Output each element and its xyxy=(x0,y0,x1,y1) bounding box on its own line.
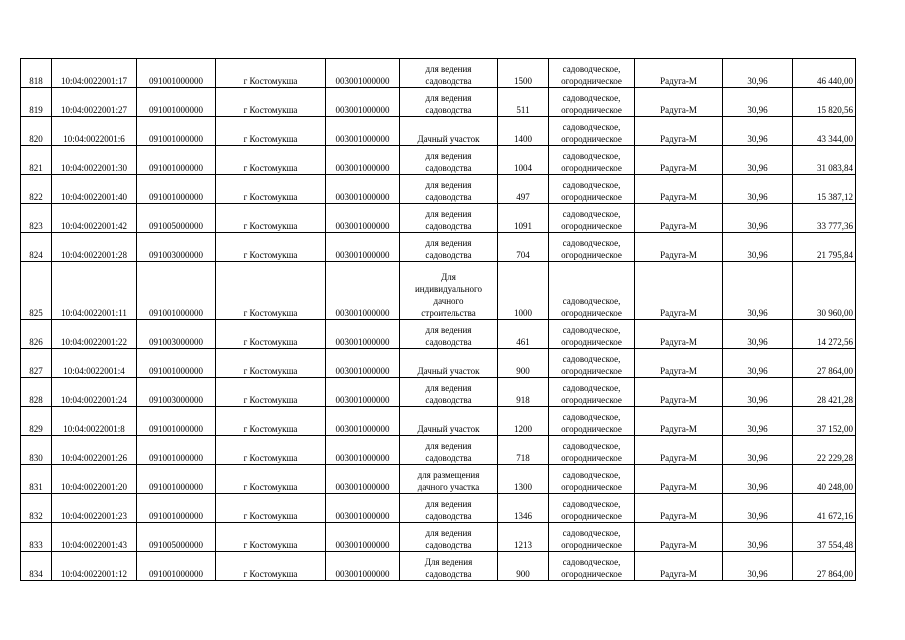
permitted-use-cell xyxy=(400,262,498,320)
oktmo-code-cell: 091001000000 xyxy=(137,465,216,494)
rate-cell: 30,96 xyxy=(723,88,793,117)
permitted-use-cell xyxy=(400,117,498,146)
category-line: огородническое xyxy=(561,250,622,260)
category-line: садоводческое, xyxy=(562,470,621,480)
permitted-use-line: дачного xyxy=(433,296,464,306)
category-line: садоводческое, xyxy=(562,499,621,509)
rate-cell: 30,96 xyxy=(723,320,793,349)
category-cell xyxy=(549,494,635,523)
category-cell xyxy=(549,349,635,378)
rate-cell: 30,96 xyxy=(723,378,793,407)
category-cell xyxy=(549,320,635,349)
row-number-cell: 822 xyxy=(21,175,52,204)
association-cell: Радуга-М xyxy=(635,88,723,117)
category-line: огородническое xyxy=(561,308,622,318)
category-line: огородническое xyxy=(561,424,622,434)
rate-cell: 30,96 xyxy=(723,59,793,88)
table-row xyxy=(21,349,856,378)
category-cell xyxy=(549,407,635,436)
cadastral-number-cell: 10:04:0022001:24 xyxy=(52,378,137,407)
category-line: садоводческое, xyxy=(562,238,621,248)
rate-cell: 30,96 xyxy=(723,494,793,523)
locality-cell: г Костомукша xyxy=(216,552,326,581)
area-cell: 1400 xyxy=(498,117,549,146)
category-line: огородническое xyxy=(561,482,622,492)
row-number-cell: 825 xyxy=(21,262,52,320)
cadastral-number-cell: 10:04:0022001:23 xyxy=(52,494,137,523)
code-cell: 003001000000 xyxy=(326,117,400,146)
permitted-use-line: Дачный участок xyxy=(417,424,480,434)
cadastral-value-cell: 21 795,84 xyxy=(793,233,856,262)
permitted-use-line: для ведения xyxy=(425,441,472,451)
permitted-use-cell xyxy=(400,175,498,204)
permitted-use-cell xyxy=(400,552,498,581)
table-row xyxy=(21,465,856,494)
category-line: садоводческое, xyxy=(562,412,621,422)
land-plots-table xyxy=(20,58,856,581)
category-cell xyxy=(549,117,635,146)
category-cell xyxy=(549,523,635,552)
association-cell: Радуга-М xyxy=(635,204,723,233)
permitted-use-cell xyxy=(400,494,498,523)
permitted-use-line: для ведения xyxy=(425,499,472,509)
area-cell: 1004 xyxy=(498,146,549,175)
cadastral-number-cell: 10:04:0022001:26 xyxy=(52,436,137,465)
area-cell: 1300 xyxy=(498,465,549,494)
category-line: садоводческое, xyxy=(562,354,621,364)
table-row xyxy=(21,233,856,262)
oktmo-code-cell: 091001000000 xyxy=(137,146,216,175)
category-line: огородническое xyxy=(561,569,622,579)
association-cell: Радуга-М xyxy=(635,233,723,262)
cadastral-value-cell: 37 152,00 xyxy=(793,407,856,436)
association-cell: Радуга-М xyxy=(635,494,723,523)
permitted-use-line: для ведения xyxy=(425,528,472,538)
cadastral-number-cell: 10:04:0022001:30 xyxy=(52,146,137,175)
permitted-use-line: дачного участка xyxy=(417,482,480,492)
category-line: садоводческое, xyxy=(562,64,621,74)
category-line: садоводческое, xyxy=(562,93,621,103)
category-line: огородническое xyxy=(561,192,622,202)
permitted-use-line: садоводства xyxy=(425,453,472,463)
table-row xyxy=(21,88,856,117)
row-number-cell: 820 xyxy=(21,117,52,146)
cadastral-number-cell: 10:04:0022001:6 xyxy=(52,117,137,146)
area-cell: 1500 xyxy=(498,59,549,88)
oktmo-code-cell: 091005000000 xyxy=(137,523,216,552)
row-number-cell: 821 xyxy=(21,146,52,175)
table-row xyxy=(21,436,856,465)
permitted-use-line: для ведения xyxy=(425,238,472,248)
rate-cell: 30,96 xyxy=(723,204,793,233)
table-row xyxy=(21,117,856,146)
locality-cell: г Костомукша xyxy=(216,262,326,320)
association-cell: Радуга-М xyxy=(635,523,723,552)
association-cell: Радуга-М xyxy=(635,117,723,146)
permitted-use-line: Для ведения xyxy=(424,557,473,567)
permitted-use-cell xyxy=(400,407,498,436)
association-cell: Радуга-М xyxy=(635,146,723,175)
oktmo-code-cell: 091001000000 xyxy=(137,175,216,204)
locality-cell: г Костомукша xyxy=(216,349,326,378)
permitted-use-cell xyxy=(400,436,498,465)
code-cell: 003001000000 xyxy=(326,59,400,88)
oktmo-code-cell: 091003000000 xyxy=(137,378,216,407)
category-line: огородническое xyxy=(561,337,622,347)
rate-cell: 30,96 xyxy=(723,349,793,378)
code-cell: 003001000000 xyxy=(326,88,400,117)
rate-cell: 30,96 xyxy=(723,407,793,436)
code-cell: 003001000000 xyxy=(326,233,400,262)
oktmo-code-cell: 091001000000 xyxy=(137,494,216,523)
area-cell: 511 xyxy=(498,88,549,117)
cadastral-number-cell: 10:04:0022001:17 xyxy=(52,59,137,88)
cadastral-value-cell: 14 272,56 xyxy=(793,320,856,349)
association-cell: Радуга-М xyxy=(635,436,723,465)
rate-cell: 30,96 xyxy=(723,436,793,465)
code-cell: 003001000000 xyxy=(326,407,400,436)
row-number-cell: 833 xyxy=(21,523,52,552)
category-cell xyxy=(549,175,635,204)
category-line: садоводческое, xyxy=(562,557,621,567)
code-cell: 003001000000 xyxy=(326,349,400,378)
permitted-use-cell xyxy=(400,204,498,233)
table-row xyxy=(21,494,856,523)
row-number-cell: 826 xyxy=(21,320,52,349)
oktmo-code-cell: 091003000000 xyxy=(137,320,216,349)
rate-cell: 30,96 xyxy=(723,552,793,581)
oktmo-code-cell: 091005000000 xyxy=(137,204,216,233)
association-cell: Радуга-М xyxy=(635,175,723,204)
category-line: садоводческое, xyxy=(562,296,621,306)
permitted-use-line: садоводства xyxy=(425,569,472,579)
category-line: огородническое xyxy=(561,540,622,550)
cadastral-value-cell: 33 777,36 xyxy=(793,204,856,233)
row-number-cell: 823 xyxy=(21,204,52,233)
category-line: садоводческое, xyxy=(562,180,621,190)
cadastral-number-cell: 10:04:0022001:8 xyxy=(52,407,137,436)
category-cell xyxy=(549,88,635,117)
locality-cell: г Костомукша xyxy=(216,436,326,465)
table-row xyxy=(21,146,856,175)
area-cell: 461 xyxy=(498,320,549,349)
permitted-use-line: Для xyxy=(441,272,456,282)
rate-cell: 30,96 xyxy=(723,146,793,175)
permitted-use-line: для ведения xyxy=(425,325,472,335)
permitted-use-line: индивидуального xyxy=(414,284,482,294)
permitted-use-cell xyxy=(400,378,498,407)
row-number-cell: 831 xyxy=(21,465,52,494)
locality-cell: г Костомукша xyxy=(216,465,326,494)
permitted-use-line: Дачный участок xyxy=(417,134,480,144)
table-row xyxy=(21,523,856,552)
category-line: садоводческое, xyxy=(562,441,621,451)
permitted-use-line: садоводства xyxy=(425,76,472,86)
permitted-use-cell xyxy=(400,233,498,262)
area-cell: 1000 xyxy=(498,262,549,320)
cadastral-value-cell: 46 440,00 xyxy=(793,59,856,88)
permitted-use-line: садоводства xyxy=(425,221,472,231)
table-row xyxy=(21,204,856,233)
cadastral-number-cell: 10:04:0022001:40 xyxy=(52,175,137,204)
oktmo-code-cell: 091001000000 xyxy=(137,88,216,117)
permitted-use-line: для ведения xyxy=(425,180,472,190)
code-cell: 003001000000 xyxy=(326,436,400,465)
permitted-use-line: для ведения xyxy=(425,209,472,219)
cadastral-number-cell: 10:04:0022001:20 xyxy=(52,465,137,494)
category-cell xyxy=(549,378,635,407)
rate-cell: 30,96 xyxy=(723,117,793,146)
oktmo-code-cell: 091001000000 xyxy=(137,436,216,465)
oktmo-code-cell: 091001000000 xyxy=(137,117,216,146)
table-row xyxy=(21,378,856,407)
table-row xyxy=(21,552,856,581)
category-cell xyxy=(549,59,635,88)
cadastral-value-cell: 28 421,28 xyxy=(793,378,856,407)
association-cell: Радуга-М xyxy=(635,262,723,320)
category-line: огородническое xyxy=(561,76,622,86)
category-cell xyxy=(549,552,635,581)
cadastral-value-cell: 41 672,16 xyxy=(793,494,856,523)
area-cell: 900 xyxy=(498,349,549,378)
locality-cell: г Костомукша xyxy=(216,233,326,262)
rate-cell: 30,96 xyxy=(723,175,793,204)
permitted-use-line: для ведения xyxy=(425,64,472,74)
table-row xyxy=(21,262,856,320)
oktmo-code-cell: 091001000000 xyxy=(137,349,216,378)
category-line: огородническое xyxy=(561,105,622,115)
area-cell: 1213 xyxy=(498,523,549,552)
cadastral-number-cell: 10:04:0022001:12 xyxy=(52,552,137,581)
permitted-use-line: Дачный участок xyxy=(417,366,480,376)
area-cell: 718 xyxy=(498,436,549,465)
permitted-use-line: садоводства xyxy=(425,163,472,173)
code-cell: 003001000000 xyxy=(326,552,400,581)
oktmo-code-cell: 091001000000 xyxy=(137,59,216,88)
category-line: огородническое xyxy=(561,511,622,521)
row-number-cell: 828 xyxy=(21,378,52,407)
locality-cell: г Костомукша xyxy=(216,117,326,146)
category-line: садоводческое, xyxy=(562,528,621,538)
category-line: огородническое xyxy=(561,221,622,231)
locality-cell: г Костомукша xyxy=(216,378,326,407)
association-cell: Радуга-М xyxy=(635,407,723,436)
cadastral-value-cell: 22 229,28 xyxy=(793,436,856,465)
oktmo-code-cell: 091003000000 xyxy=(137,233,216,262)
locality-cell: г Костомукша xyxy=(216,407,326,436)
code-cell: 003001000000 xyxy=(326,523,400,552)
category-line: садоводческое, xyxy=(562,383,621,393)
cadastral-value-cell: 30 960,00 xyxy=(793,262,856,320)
locality-cell: г Костомукша xyxy=(216,88,326,117)
category-line: садоводческое, xyxy=(562,151,621,161)
category-cell xyxy=(549,262,635,320)
oktmo-code-cell: 091001000000 xyxy=(137,552,216,581)
cadastral-value-cell: 43 344,00 xyxy=(793,117,856,146)
cadastral-number-cell: 10:04:0022001:22 xyxy=(52,320,137,349)
cadastral-number-cell: 10:04:0022001:43 xyxy=(52,523,137,552)
permitted-use-line: садоводства xyxy=(425,105,472,115)
oktmo-code-cell: 091001000000 xyxy=(137,407,216,436)
code-cell: 003001000000 xyxy=(326,378,400,407)
table-row xyxy=(21,320,856,349)
rate-cell: 30,96 xyxy=(723,523,793,552)
table-row xyxy=(21,407,856,436)
code-cell: 003001000000 xyxy=(326,320,400,349)
permitted-use-cell xyxy=(400,465,498,494)
association-cell: Радуга-М xyxy=(635,378,723,407)
permitted-use-line: строительства xyxy=(421,308,476,318)
row-number-cell: 830 xyxy=(21,436,52,465)
category-cell xyxy=(549,204,635,233)
cadastral-number-cell: 10:04:0022001:42 xyxy=(52,204,137,233)
cadastral-value-cell: 37 554,48 xyxy=(793,523,856,552)
category-line: огородническое xyxy=(561,453,622,463)
row-number-cell: 818 xyxy=(21,59,52,88)
row-number-cell: 827 xyxy=(21,349,52,378)
permitted-use-cell xyxy=(400,88,498,117)
locality-cell: г Костомукша xyxy=(216,523,326,552)
category-line: садоводческое, xyxy=(562,325,621,335)
cadastral-value-cell: 40 248,00 xyxy=(793,465,856,494)
category-cell xyxy=(549,233,635,262)
cadastral-value-cell: 15 820,56 xyxy=(793,88,856,117)
table-row xyxy=(21,59,856,88)
permitted-use-line: садоводства xyxy=(425,337,472,347)
association-cell: Радуга-М xyxy=(635,349,723,378)
permitted-use-cell xyxy=(400,59,498,88)
cadastral-number-cell: 10:04:0022001:4 xyxy=(52,349,137,378)
permitted-use-line: для ведения xyxy=(425,383,472,393)
permitted-use-line: для ведения xyxy=(425,151,472,161)
association-cell: Радуга-М xyxy=(635,552,723,581)
area-cell: 1091 xyxy=(498,204,549,233)
permitted-use-cell xyxy=(400,320,498,349)
category-line: огородническое xyxy=(561,395,622,405)
locality-cell: г Костомукша xyxy=(216,494,326,523)
code-cell: 003001000000 xyxy=(326,204,400,233)
cadastral-value-cell: 27 864,00 xyxy=(793,552,856,581)
permitted-use-line: садоводства xyxy=(425,250,472,260)
rate-cell: 30,96 xyxy=(723,233,793,262)
code-cell: 003001000000 xyxy=(326,146,400,175)
code-cell: 003001000000 xyxy=(326,494,400,523)
permitted-use-cell xyxy=(400,349,498,378)
row-number-cell: 829 xyxy=(21,407,52,436)
category-cell xyxy=(549,436,635,465)
locality-cell: г Костомукша xyxy=(216,146,326,175)
locality-cell: г Костомукша xyxy=(216,175,326,204)
row-number-cell: 819 xyxy=(21,88,52,117)
permitted-use-line: для ведения xyxy=(425,93,472,103)
category-line: садоводческое, xyxy=(562,122,621,132)
code-cell: 003001000000 xyxy=(326,262,400,320)
permitted-use-line: садоводства xyxy=(425,395,472,405)
association-cell: Радуга-М xyxy=(635,465,723,494)
permitted-use-line: садоводства xyxy=(425,192,472,202)
rate-cell: 30,96 xyxy=(723,465,793,494)
category-cell xyxy=(549,465,635,494)
locality-cell: г Костомукша xyxy=(216,320,326,349)
permitted-use-line: для размещения xyxy=(417,470,480,480)
area-cell: 1200 xyxy=(498,407,549,436)
permitted-use-line: садоводства xyxy=(425,511,472,521)
code-cell: 003001000000 xyxy=(326,175,400,204)
area-cell: 900 xyxy=(498,552,549,581)
row-number-cell: 834 xyxy=(21,552,52,581)
cadastral-value-cell: 31 083,84 xyxy=(793,146,856,175)
locality-cell: г Костомукша xyxy=(216,59,326,88)
association-cell: Радуга-М xyxy=(635,320,723,349)
permitted-use-line: садоводства xyxy=(425,540,472,550)
permitted-use-cell xyxy=(400,523,498,552)
category-line: огородническое xyxy=(561,134,622,144)
permitted-use-cell xyxy=(400,146,498,175)
area-cell: 918 xyxy=(498,378,549,407)
category-line: огородническое xyxy=(561,366,622,376)
association-cell: Радуга-М xyxy=(635,59,723,88)
oktmo-code-cell: 091001000000 xyxy=(137,262,216,320)
cadastral-value-cell: 27 864,00 xyxy=(793,349,856,378)
row-number-cell: 824 xyxy=(21,233,52,262)
code-cell: 003001000000 xyxy=(326,465,400,494)
category-line: огородническое xyxy=(561,163,622,173)
area-cell: 497 xyxy=(498,175,549,204)
cadastral-number-cell: 10:04:0022001:28 xyxy=(52,233,137,262)
locality-cell: г Костомукша xyxy=(216,204,326,233)
table-row xyxy=(21,175,856,204)
table-body xyxy=(21,59,856,581)
rate-cell: 30,96 xyxy=(723,262,793,320)
area-cell: 1346 xyxy=(498,494,549,523)
category-line: садоводческое, xyxy=(562,209,621,219)
area-cell: 704 xyxy=(498,233,549,262)
category-cell xyxy=(549,146,635,175)
cadastral-number-cell: 10:04:0022001:27 xyxy=(52,88,137,117)
cadastral-number-cell: 10:04:0022001:11 xyxy=(52,262,137,320)
row-number-cell: 832 xyxy=(21,494,52,523)
cadastral-value-cell: 15 387,12 xyxy=(793,175,856,204)
